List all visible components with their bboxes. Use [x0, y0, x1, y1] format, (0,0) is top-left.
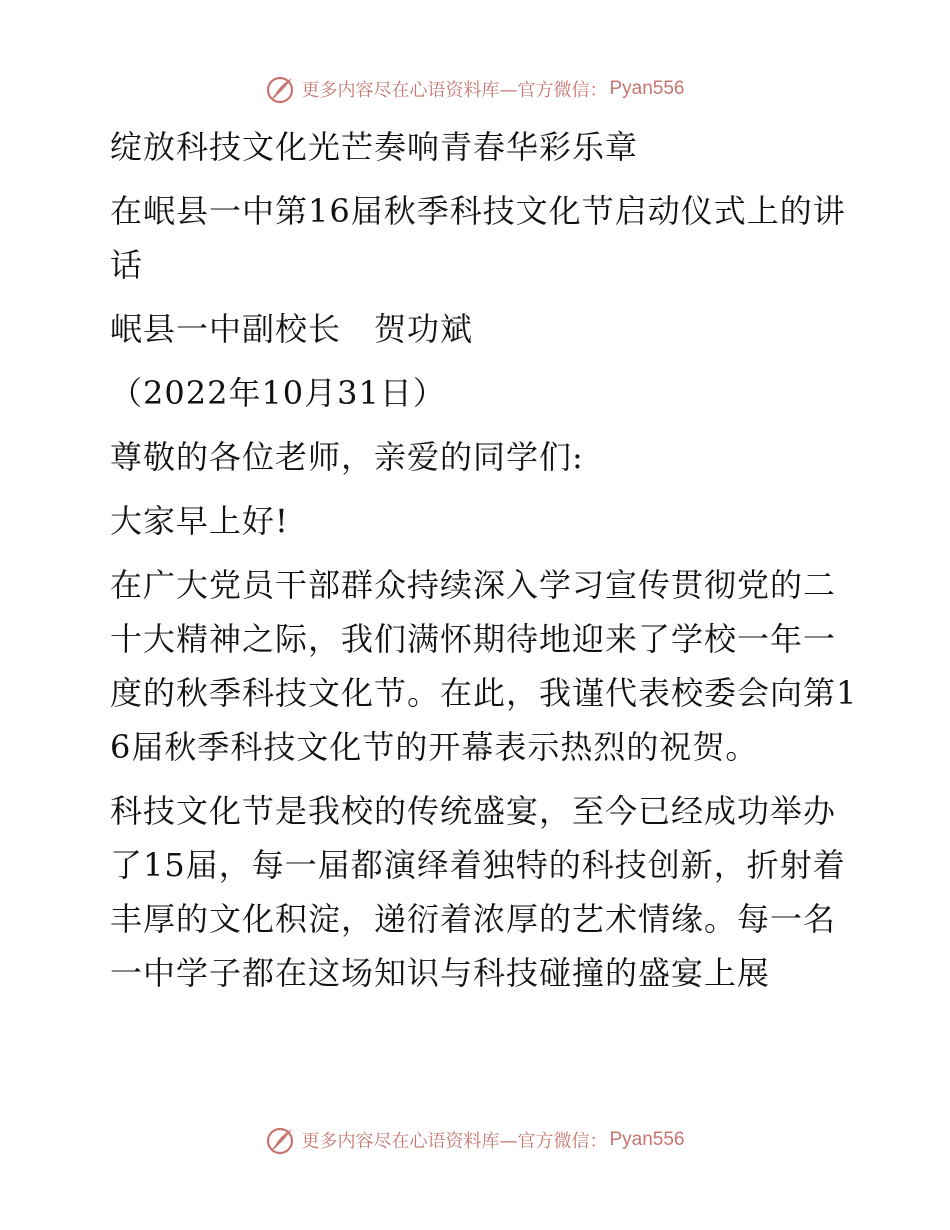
- quill-logo-icon: [265, 1124, 297, 1156]
- watermark-handle: Pyan556: [609, 1129, 685, 1150]
- quill-logo-icon: [265, 73, 297, 105]
- document-greeting: 大家早上好!: [110, 502, 289, 540]
- watermark-text: 更多内容尽在心语资料库—官方微信：: [301, 1131, 608, 1152]
- document-author: 岷县一中副校长 贺功斌: [110, 310, 474, 348]
- watermark-header: [0, 71, 950, 107]
- document-date: （2022年10月31日）: [110, 374, 446, 412]
- document-subtitle: 在岷县一中第16届秋季科技文化节启动仪式上的讲话: [110, 192, 846, 284]
- watermark-text: 更多内容尽在心语资料库—官方微信：: [301, 80, 608, 101]
- watermark-handle: Pyan556: [609, 78, 685, 99]
- document-body: [98, 120, 858, 1000]
- document-salutation: 尊敬的各位老师，亲爱的同学们:: [110, 438, 584, 476]
- paragraph-2: 科技文化节是我校的传统盛宴，至今已经成功举办了15届，每一届都演绎着独特的科技创新，折射着丰厚的文化积淀，递衍着浓厚的艺术情缘。每一名一中学子都在这场知识与科技碰撞的盛宴上展: [110, 792, 846, 992]
- paragraph-1: 在广大党员干部群众持续深入学习宣传贯彻党的二十大精神之际，我们满怀期待地迎来了学校一年一度的秋季科技文化节。在此，我谨代表校委会向第16届秋季科技文化节的开幕表示热烈的祝贺。: [110, 566, 858, 766]
- document-title: 绽放科技文化光芒奏响青春华彩乐章: [110, 128, 639, 166]
- watermark-footer: [0, 1122, 950, 1158]
